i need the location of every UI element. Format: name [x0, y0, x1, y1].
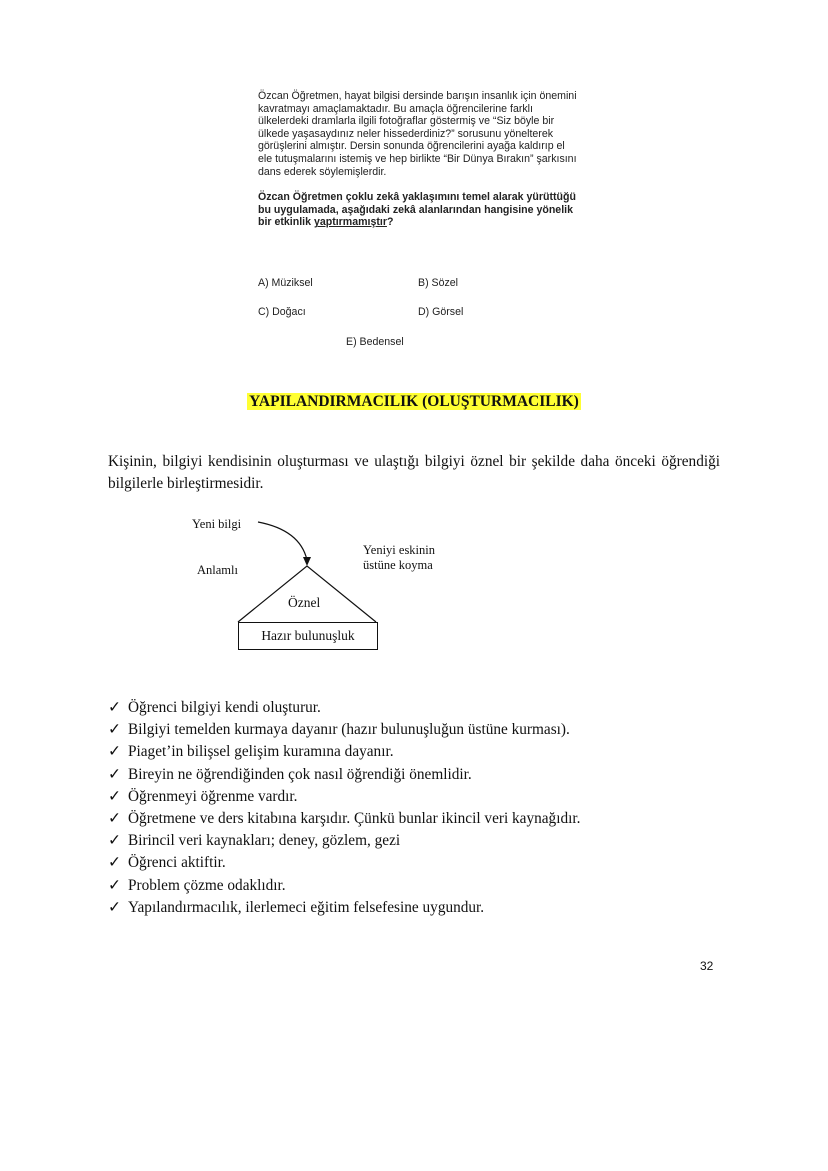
definition-paragraph: Kişinin, bilgiyi kendisinin oluşturması ve ulaştığı bilgiyi öznel bir şekilde daha önceki öğrendiği bilgilerle birleştirmesidir.: [108, 453, 720, 492]
check-icon: ✓: [108, 810, 121, 828]
option-c: C) Doğacı: [258, 306, 306, 318]
list-item: [108, 852, 580, 874]
list-item: [108, 830, 580, 852]
option-a: A) Müziksel: [258, 277, 313, 289]
feature-list: [108, 697, 580, 919]
list-item-text: Bilgiyi temelden kurmaya dayanır (hazır bulunuşluğun üstüne kurması).: [128, 721, 570, 739]
list-item: [108, 719, 580, 741]
list-item: [108, 875, 580, 897]
list-item-text: Yapılandırmacılık, ilerlemeci eğitim felsefesine uygundur.: [128, 898, 485, 916]
check-icon: ✓: [108, 721, 121, 739]
list-item: [108, 741, 580, 763]
list-item-text: Piaget’in bilişsel gelişim kuramına dayanır.: [128, 743, 394, 761]
check-icon: ✓: [108, 832, 121, 850]
label-stack: Yeniyi eskinin üstüne koyma: [363, 543, 436, 572]
check-icon: ✓: [108, 699, 121, 716]
stem-end: ?: [386, 216, 394, 229]
list-item-text: Öğrenci bilgiyi kendi oluşturur.: [128, 699, 321, 716]
label-meaningful: Anlamlı: [197, 563, 238, 577]
label-new-info: Yeni bilgi: [192, 517, 242, 531]
arrow-curve: [258, 522, 307, 560]
label-subjective: Öznel: [288, 595, 321, 610]
list-item: [108, 897, 580, 919]
triangle-roof: [238, 566, 376, 622]
option-d: D) Görsel: [418, 306, 464, 318]
readiness-box: Hazır bulunuşluk: [238, 622, 378, 650]
check-icon: ✓: [108, 854, 121, 872]
list-item: [108, 697, 580, 719]
check-icon: ✓: [108, 787, 121, 805]
list-item-text: Birincil veri kaynakları; deney, gözlem, gezi: [128, 832, 401, 850]
check-icon: ✓: [108, 898, 121, 916]
list-item: [108, 786, 580, 808]
page-number: 32: [700, 959, 714, 973]
option-b: B) Sözel: [418, 277, 459, 289]
list-item-text: Öğrenci aktiftir.: [128, 854, 226, 872]
check-icon: ✓: [108, 876, 121, 894]
list-item-text: Problem çözme odaklıdır.: [128, 876, 286, 894]
stem-text: Özcan Öğretmen çoklu zekâ yaklaşımını temel alarak yürüttüğü bu uygulamada, aşağıdaki zekâ alanlarından hangisine yönelik bir etkinlik: [258, 191, 576, 229]
list-item-text: Öğrenmeyi öğrenme vardır.: [128, 787, 298, 805]
list-item: [108, 764, 580, 786]
question-text: Özcan Öğretmen, hayat bilgisi dersinde barışın insanlık için önemini kavratmayı amaçlamaktadır. Bu amaçla öğrencilerine farklı ülkelerdeki dramlarla ilgili fotoğraflar göstermiş ve “Siz böyle bir ülkede yaşasaydınız neler hissederdiniz?” sorusunu yönelterek görüşlerini almıştır. Dersin sonunda öğrencilerini ayağa kaldırıp el ele tutuşmalarını istemiş ve hep birlikte “Bir Dünya Bırakın” şarkısını dans ederek söylemişlerdir.: [258, 90, 577, 178]
check-icon: ✓: [108, 765, 121, 783]
list-item-text: Bireyin ne öğrendiğinden çok nasıl öğrendiği önemlidir.: [128, 765, 472, 783]
heading-text: YAPILANDIRMACILIK (OLUŞTURMACILIK): [249, 393, 579, 410]
option-e: E) Bedensel: [346, 336, 404, 348]
list-item-text: Öğretmene ve ders kitabına karşıdır. Çünkü bunlar ikincil veri kaynağıdır.: [128, 810, 581, 828]
arrow-head-icon: [303, 557, 311, 566]
check-icon: ✓: [108, 743, 121, 761]
stem-underlined: yaptırmamıştır: [313, 216, 387, 229]
list-item: [108, 808, 580, 830]
